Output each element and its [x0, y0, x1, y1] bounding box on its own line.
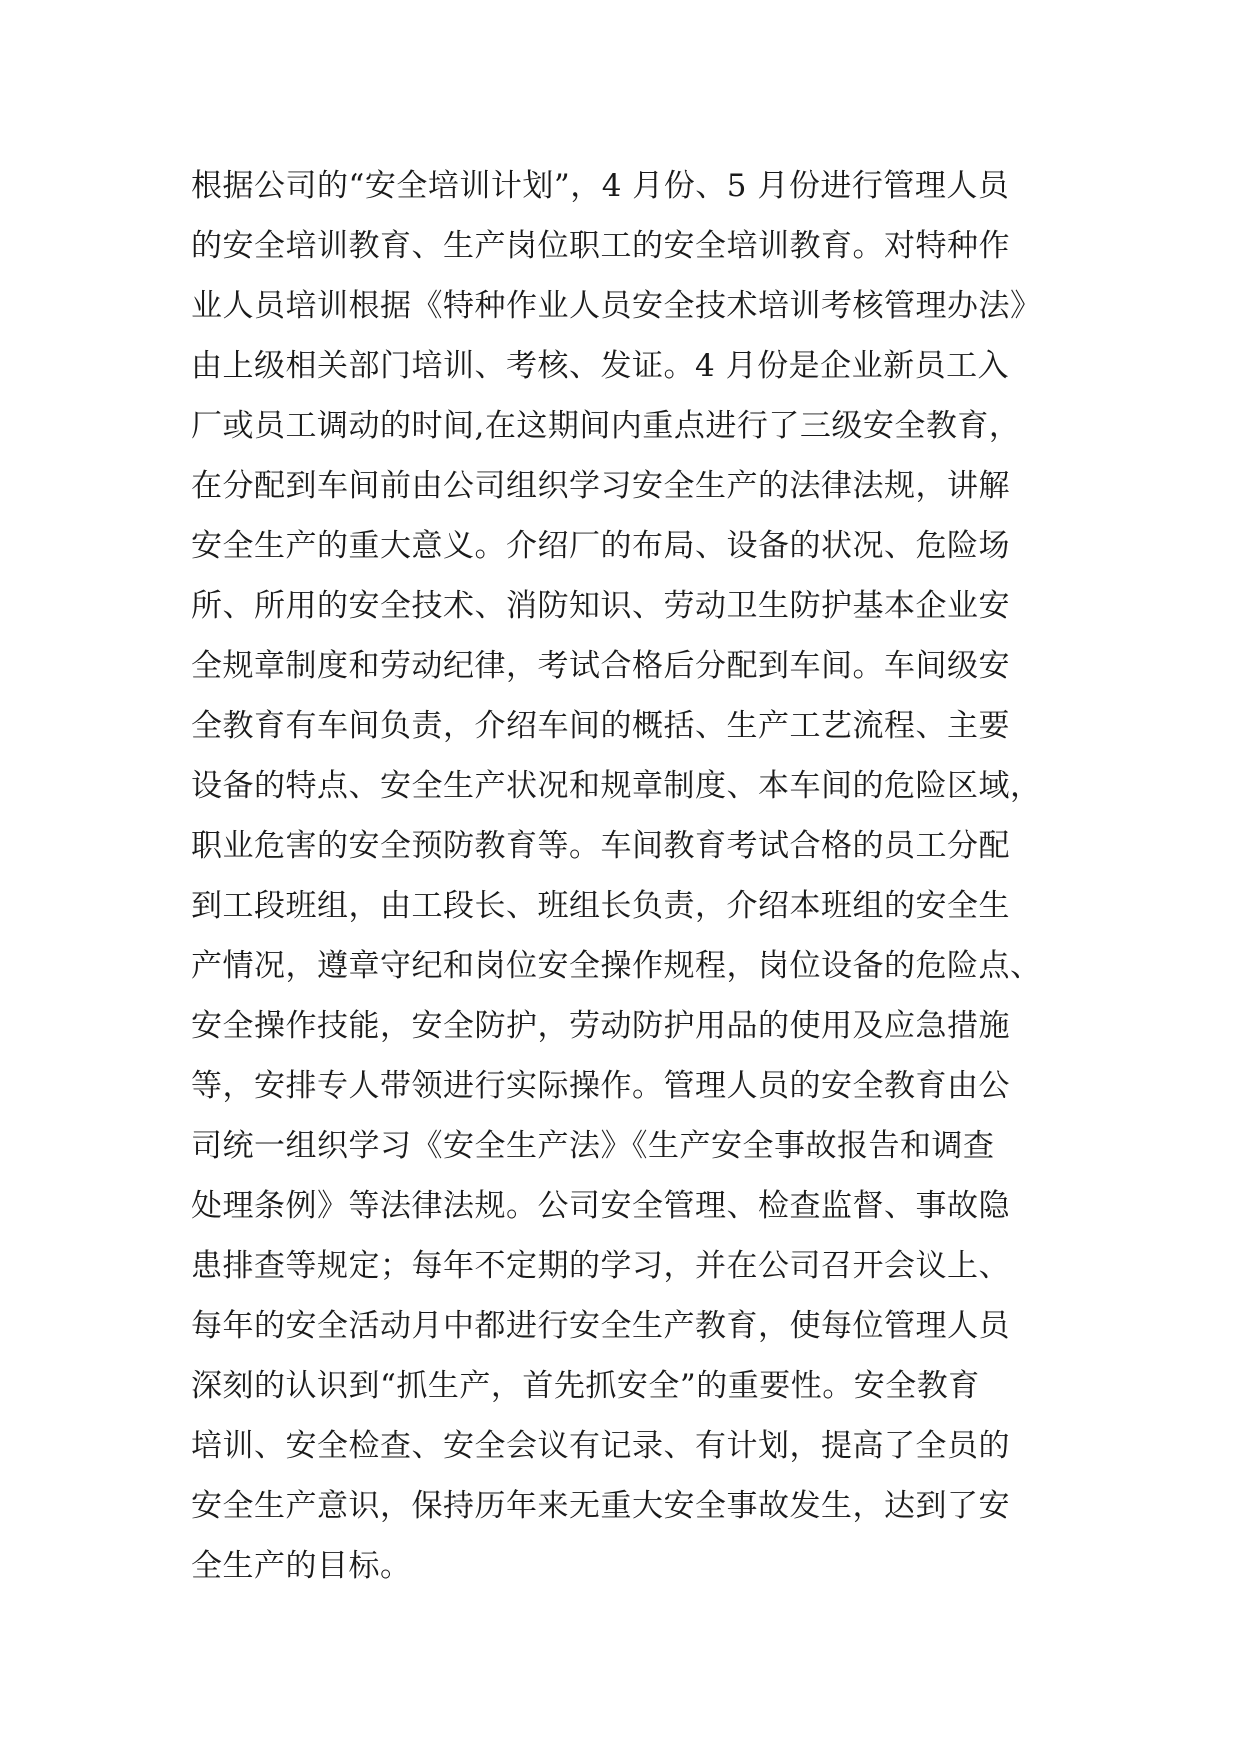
text-line: 业人员培训根据《特种作业人员安全技术培训考核管理办法》 — [191, 288, 1042, 324]
text-line: 处理条例》等法律法规。公司安全管理、检查监督、事故隐 — [191, 1188, 1010, 1224]
body-paragraph — [191, 156, 1091, 1596]
text-line: 培训、安全检查、安全会议有记录、有计划，提高了全员的 — [191, 1428, 1010, 1464]
text-line: 全生产的目标。 — [191, 1548, 412, 1584]
text-line: 安全操作技能，安全防护，劳动防护用品的使用及应急措施 — [191, 1008, 1010, 1044]
text-line: 产情况，遵章守纪和岗位安全操作规程，岗位设备的危险点、 — [191, 948, 1042, 984]
text-line: 设备的特点、安全生产状况和规章制度、本车间的危险区域， — [191, 768, 1042, 804]
text-line: 全规章制度和劳动纪律，考试合格后分配到车间。车间级安 — [191, 648, 1010, 684]
text-line: 全教育有车间负责，介绍车间的概括、生产工艺流程、主要 — [191, 708, 1010, 744]
text-line: 厂或员工调动的时间,在这期间内重点进行了三级安全教育， — [191, 408, 1021, 444]
text-line: 安全生产意识，保持历年来无重大安全事故发生，达到了安 — [191, 1488, 1010, 1524]
text-line: 司统一组织学习《安全生产法》《生产安全事故报告和调查 — [191, 1128, 995, 1164]
text-line: 每年的安全活动月中都进行安全生产教育，使每位管理人员 — [191, 1308, 1010, 1344]
text-line: 深刻的认识到“抓生产，首先抓安全”的重要性。安全教育 — [191, 1368, 980, 1404]
text-line: 安全生产的重大意义。介绍厂的布局、设备的状况、危险场 — [191, 528, 1010, 564]
text-line: 由上级相关部门培训、考核、发证。4 月份是企业新员工入 — [191, 348, 1010, 384]
text-line: 等，安排专人带领进行实际操作。管理人员的安全教育由公 — [191, 1068, 1010, 1104]
text-line: 在分配到车间前由公司组织学习安全生产的法律法规，讲解 — [191, 468, 1010, 504]
text-line: 职业危害的安全预防教育等。车间教育考试合格的员工分配 — [191, 828, 1010, 864]
text-line: 患排查等规定；每年不定期的学习，并在公司召开会议上、 — [191, 1248, 1010, 1284]
text-line: 到工段班组，由工段长、班组长负责，介绍本班组的安全生 — [191, 888, 1010, 924]
text-line: 的安全培训教育、生产岗位职工的安全培训教育。对特种作 — [191, 228, 1010, 264]
text-line: 所、所用的安全技术、消防知识、劳动卫生防护基本企业安 — [191, 588, 1010, 624]
text-line: 根据公司的“安全培训计划”，4 月份、5 月份进行管理人员 — [191, 168, 1010, 204]
